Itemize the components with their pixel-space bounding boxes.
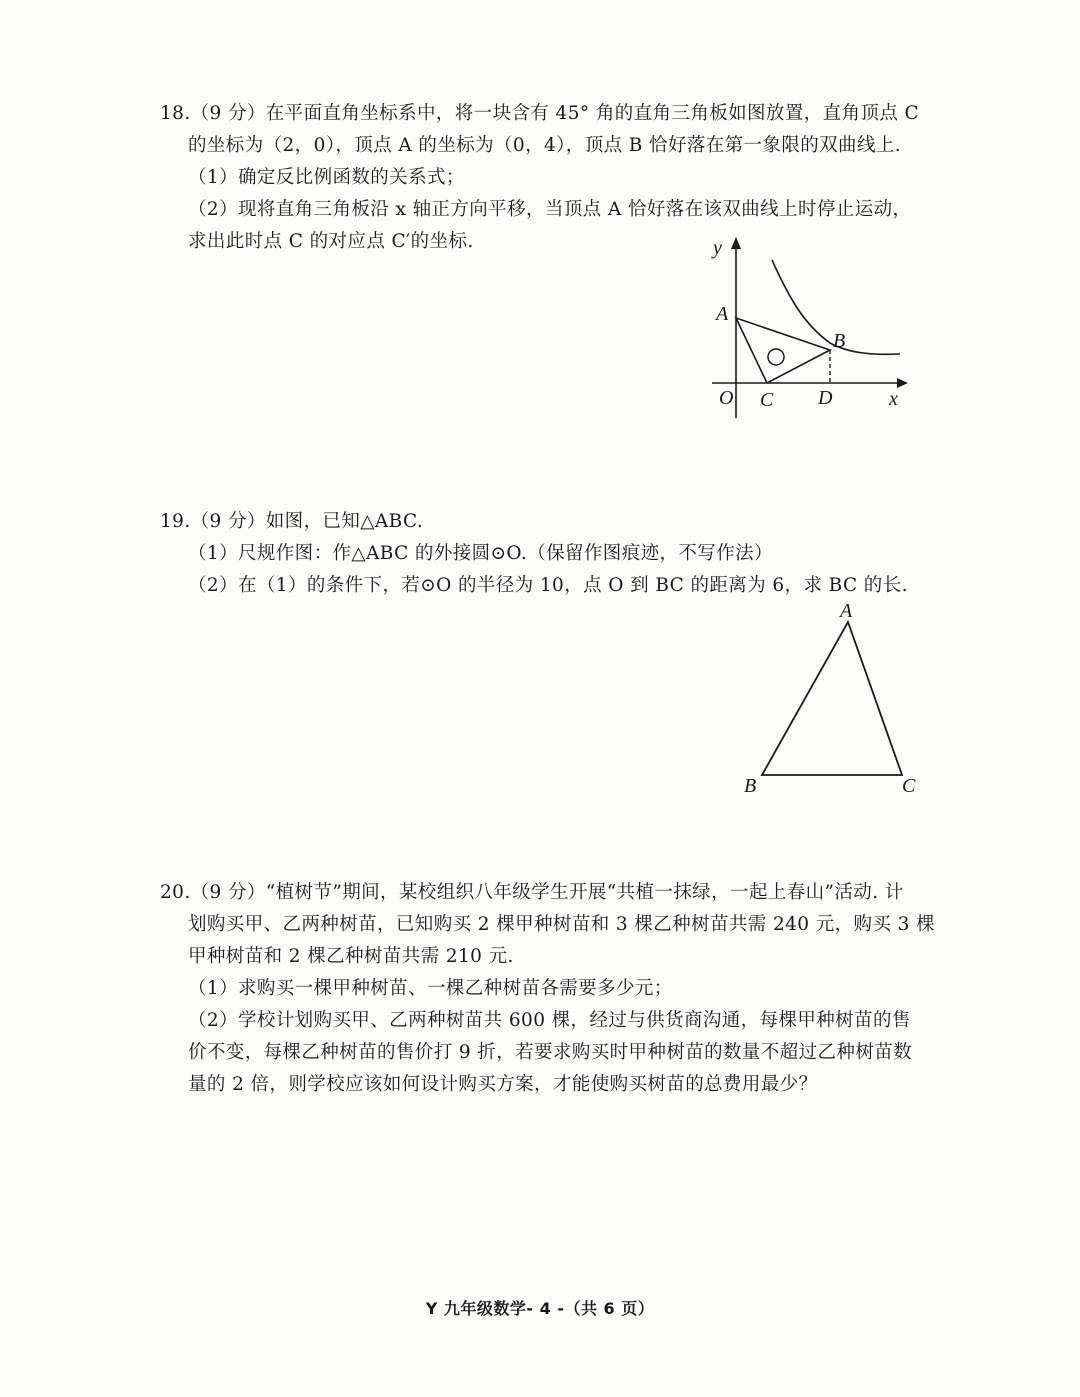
label-c-19: C: [902, 775, 916, 797]
q19-part2: （2）在（1）的条件下，若⊙O 的半径为 10，点 O 到 BC 的距离为 6，求 BC 的长.: [188, 575, 908, 596]
q20-line2: 划购买甲、乙两种树苗，已知购买 2 棵甲种树苗和 3 棵乙种树苗共需 240 元，购买 3 棵: [188, 914, 935, 935]
page-footer: Y 九年级数学- 4 -（共 6 页）: [425, 1299, 655, 1318]
q20-line1: 20.（9 分）“植树节”期间，某校组织八年级学生开展“共植一抹绿，一起上春山”活动. 计: [160, 882, 904, 903]
q20-part1: （1）求购买一棵甲种树苗、一棵乙种树苗各需要多少元；: [188, 978, 673, 999]
label-y: y: [713, 237, 722, 259]
q20-part2-line2: 价不变，每棵乙种树苗的售价打 9 折，若要求购买时甲种树苗的数量不超过乙种树苗数: [188, 1042, 913, 1063]
label-c: C: [760, 389, 774, 411]
q18-part2-cont: 求出此时点 C 的对应点 C′的坐标.: [188, 231, 474, 252]
q19-line1: 19.（9 分）如图，已知△ABC.: [160, 511, 424, 532]
q18-part1: （1）确定反比例函数的关系式；: [188, 167, 465, 188]
triangle-abc-19: [762, 622, 902, 775]
q18-line1: 18.（9 分）在平面直角坐标系中，将一块含有 45° 角的直角三角板如图放置，直角顶点 C: [160, 103, 920, 124]
q18-part2: （2）现将直角三角板沿 x 轴正方向平移，当顶点 A 恰好落在该双曲线上时停止运动，: [188, 199, 912, 220]
q20-part2-line3: 量的 2 倍，则学校应该如何设计购买方案，才能使购买树苗的总费用最少？: [188, 1074, 818, 1095]
label-b: B: [833, 330, 846, 352]
label-o: O: [719, 387, 734, 409]
q20-line3: 甲种树苗和 2 棵乙种树苗共需 210 元.: [188, 946, 514, 967]
q20-part2-line1: （2）学校计划购买甲、乙两种树苗共 600 棵，经过与供货商沟通，每棵甲种树苗的售: [188, 1010, 911, 1031]
q19-part1: （1）尺规作图：作△ABC 的外接圆⊙O.（保留作图痕迹，不写作法）: [188, 543, 773, 564]
label-a: A: [716, 303, 729, 325]
q18-line2: 的坐标为（2，0），顶点 A 的坐标为（0，4），顶点 B 恰好落在第一象限的双曲线上.: [188, 135, 902, 156]
label-x: x: [889, 388, 898, 410]
label-a-19: A: [840, 600, 853, 622]
label-d: D: [818, 387, 833, 409]
label-b-19: B: [744, 775, 757, 797]
